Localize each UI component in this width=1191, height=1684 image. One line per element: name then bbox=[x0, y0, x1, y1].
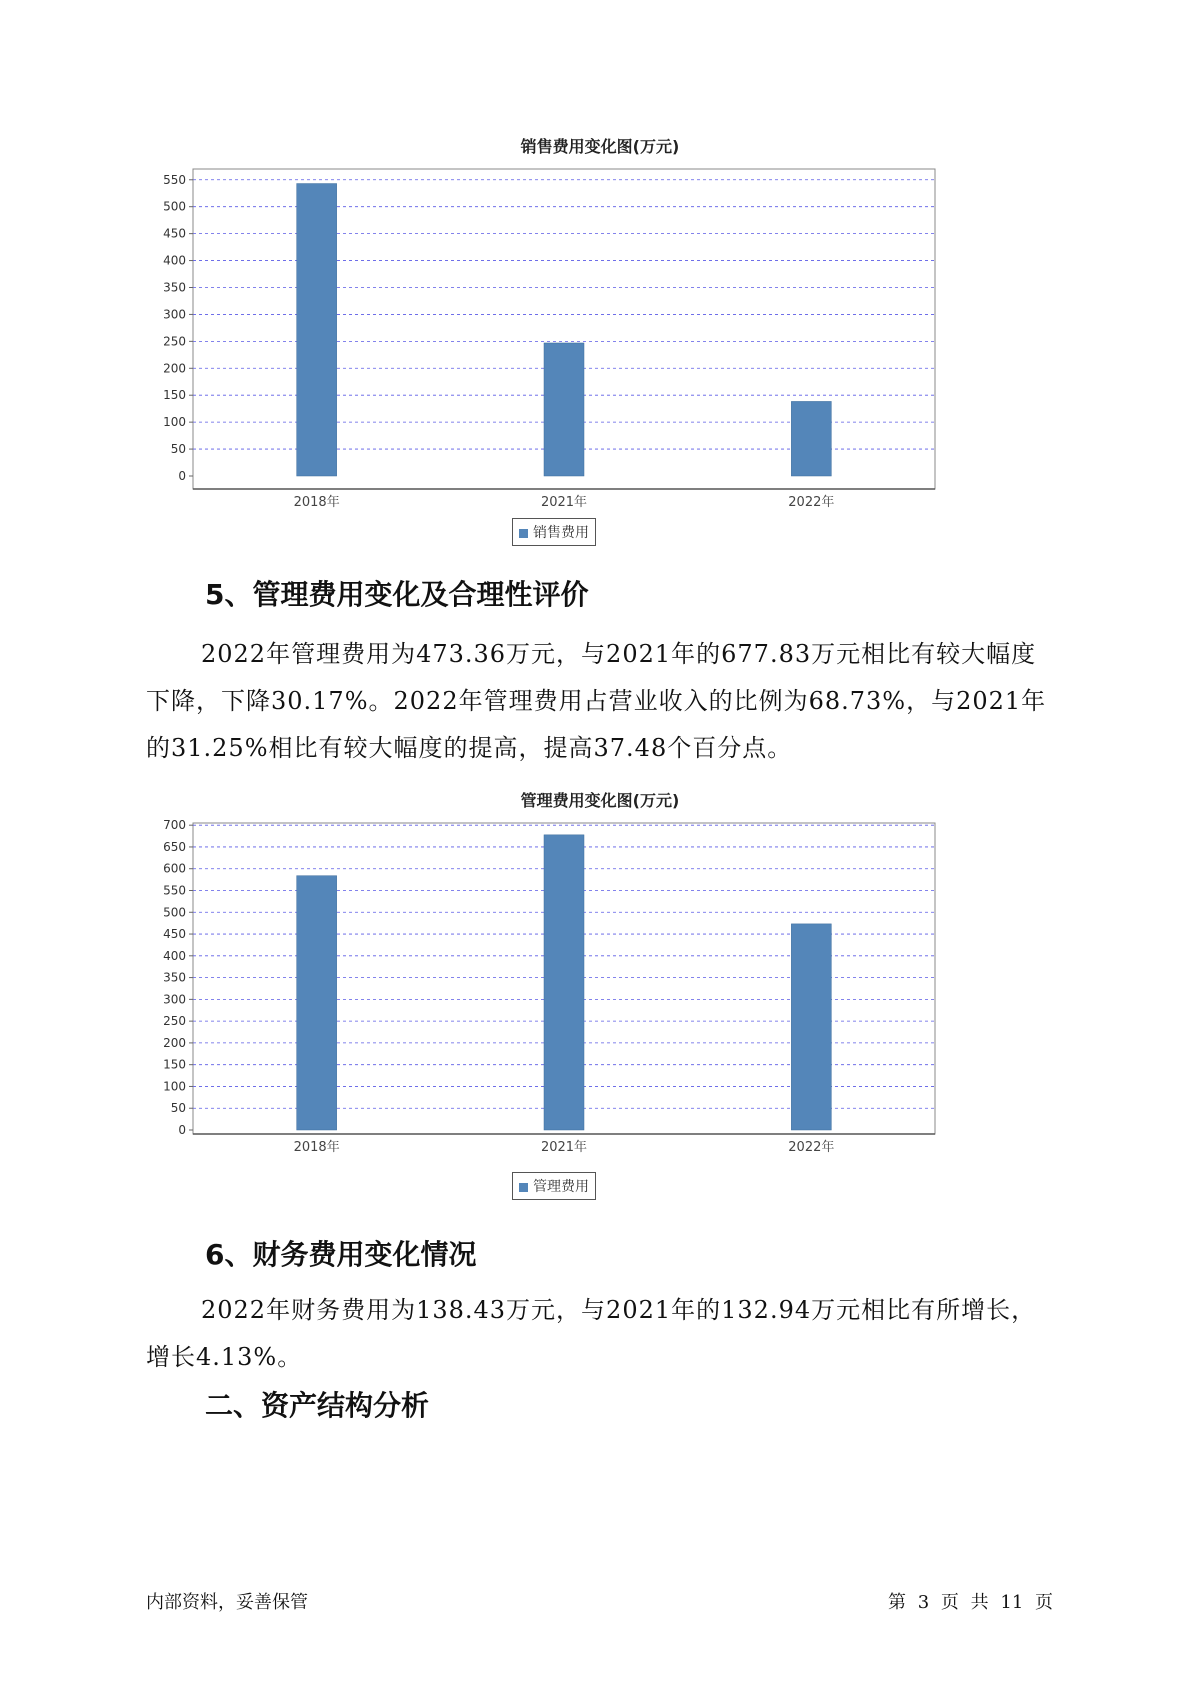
y-tick-label: 200 bbox=[163, 361, 186, 376]
x-tick-label: 2022年 bbox=[788, 1140, 835, 1155]
bar bbox=[791, 401, 831, 476]
y-tick-label: 100 bbox=[163, 415, 186, 430]
y-tick-label: 500 bbox=[163, 199, 186, 214]
y-tick-label: 400 bbox=[163, 948, 186, 963]
y-tick-label: 600 bbox=[163, 861, 186, 876]
y-tick-label: 650 bbox=[163, 839, 186, 854]
y-tick-label: 200 bbox=[163, 1035, 186, 1050]
bar bbox=[297, 184, 337, 476]
y-tick-label: 0 bbox=[178, 469, 186, 483]
bar bbox=[791, 924, 831, 1130]
y-tick-label: 250 bbox=[163, 1014, 186, 1029]
x-tick-label: 2021年 bbox=[540, 1140, 588, 1155]
y-tick-label: 300 bbox=[163, 307, 186, 322]
section-heading: 二、资产结构分析 bbox=[205, 1389, 430, 1422]
y-tick-label: 250 bbox=[163, 334, 186, 349]
y-tick-label: 0 bbox=[178, 1123, 186, 1137]
y-tick-label: 450 bbox=[163, 226, 186, 241]
y-tick-label: 150 bbox=[163, 388, 186, 403]
chart-legend bbox=[512, 518, 596, 546]
chart-plot bbox=[150, 818, 1050, 1208]
chart-title: 管理费用变化图(万元) bbox=[520, 791, 680, 810]
legend-label: 管理费用 bbox=[533, 1179, 589, 1195]
section-heading: 6、财务费用变化情况 bbox=[205, 1238, 477, 1271]
x-tick-label: 2018年 bbox=[293, 1140, 340, 1155]
x-tick-label: 2022年 bbox=[788, 495, 835, 510]
y-tick-label: 550 bbox=[163, 883, 186, 898]
y-tick-label: 150 bbox=[163, 1057, 186, 1072]
y-tick-label: 350 bbox=[163, 970, 186, 985]
legend-swatch-icon bbox=[519, 1183, 528, 1192]
y-tick-label: 300 bbox=[163, 992, 186, 1007]
chart-title: 销售费用变化图(万元) bbox=[520, 137, 680, 156]
y-tick-label: 350 bbox=[163, 280, 186, 295]
chart-legend bbox=[512, 1172, 596, 1200]
legend-label: 销售费用 bbox=[533, 525, 589, 541]
footer-confidential-note: 内部资料，妥善保管 bbox=[146, 1592, 308, 1613]
section-heading: 5、管理费用变化及合理性评价 bbox=[205, 578, 589, 611]
sales-expense-chart bbox=[150, 128, 1050, 548]
x-tick-label: 2018年 bbox=[293, 495, 340, 510]
footer-page-number: 第 3 页 共 11 页 bbox=[888, 1592, 1053, 1613]
section-paragraph: 2022年财务费用为138.43万元，与2021年的132.94万元相比有所增长，增长4.13%。 bbox=[146, 1296, 1037, 1371]
bar bbox=[544, 343, 584, 476]
section-paragraph: 2022年管理费用为473.36万元，与2021年的677.83万元相比有较大幅度下降，下降30.17%。2022年管理费用占营业收入的比例为68.73%，与2021年的31.25%相比有较大幅度的提高，提高37.48个百分点。 bbox=[146, 640, 1047, 762]
bar bbox=[297, 876, 337, 1130]
y-tick-label: 550 bbox=[163, 172, 186, 187]
chart-plot bbox=[150, 164, 1050, 554]
x-tick-label: 2021年 bbox=[540, 495, 588, 510]
y-tick-label: 100 bbox=[163, 1079, 186, 1094]
y-tick-label: 50 bbox=[170, 442, 186, 457]
y-tick-label: 450 bbox=[163, 927, 186, 942]
y-tick-label: 500 bbox=[163, 905, 186, 920]
y-tick-label: 700 bbox=[163, 818, 186, 833]
admin-expense-chart bbox=[150, 782, 1050, 1222]
y-tick-label: 400 bbox=[163, 253, 186, 268]
legend-swatch-icon bbox=[519, 529, 528, 538]
bar bbox=[544, 835, 584, 1130]
y-tick-label: 50 bbox=[170, 1101, 186, 1116]
